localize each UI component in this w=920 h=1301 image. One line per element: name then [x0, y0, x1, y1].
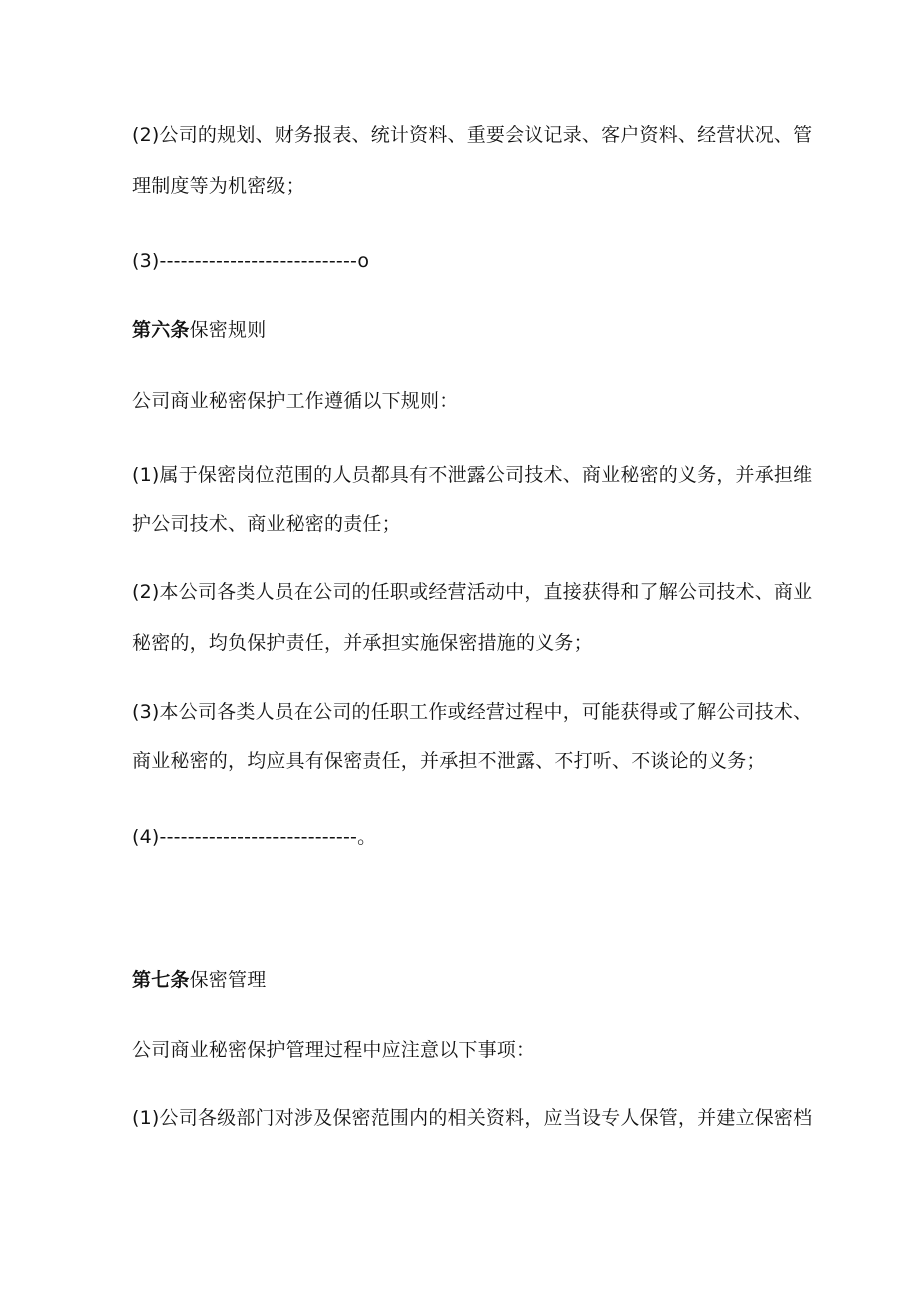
section7-heading-title: 保密管理 — [189, 969, 267, 991]
section7-heading-number: 第七条 — [132, 969, 190, 991]
section6-heading-title: 保密规则 — [189, 319, 267, 341]
section7-item1-line1: (1)公司各级部门对涉及保密范围内的相关资料，应当设专人保管，并建立保密档 — [132, 1107, 813, 1129]
section6-heading-number: 第六条 — [132, 319, 190, 341]
section6-heading — [132, 318, 812, 342]
section6-item3-line2: 商业秘密的，均应具有保密责任，并承担不泄露、不打听、不谈论的义务； — [132, 750, 766, 772]
section7-intro: 公司商业秘密保护管理过程中应注意以下事项： — [132, 1039, 536, 1061]
section6-intro: 公司商业秘密保护工作遵循以下规则： — [132, 390, 459, 412]
section6-item3-line1: (3)本公司各类人员在公司的任职工作或经营过程中，可能获得或了解公司技术、 — [132, 701, 813, 723]
section6-item2-line1: (2)本公司各类人员在公司的任职或经营活动中，直接获得和了解公司技术、商业 — [132, 581, 813, 603]
section7-heading — [132, 968, 812, 992]
section6-item1-line2: 护公司技术、商业秘密的责任； — [132, 513, 401, 535]
section5-item2-line2: 理制度等为机密级； — [132, 175, 305, 197]
section6-item4: (4)----------------------------。 — [132, 826, 377, 848]
section6-item2-line2: 秘密的，均负保护责任，并承担实施保密措施的义务； — [132, 632, 593, 654]
section6-item1-line1: (1)属于保密岗位范围的人员都具有不泄露公司技术、商业秘密的义务，并承担维 — [132, 464, 813, 486]
section5-item3: (3)----------------------------o — [132, 250, 370, 272]
section5-item2-line1: (2)公司的规划、财务报表、统计资料、重要会议记录、客户资料、经营状况、管 — [132, 124, 813, 146]
